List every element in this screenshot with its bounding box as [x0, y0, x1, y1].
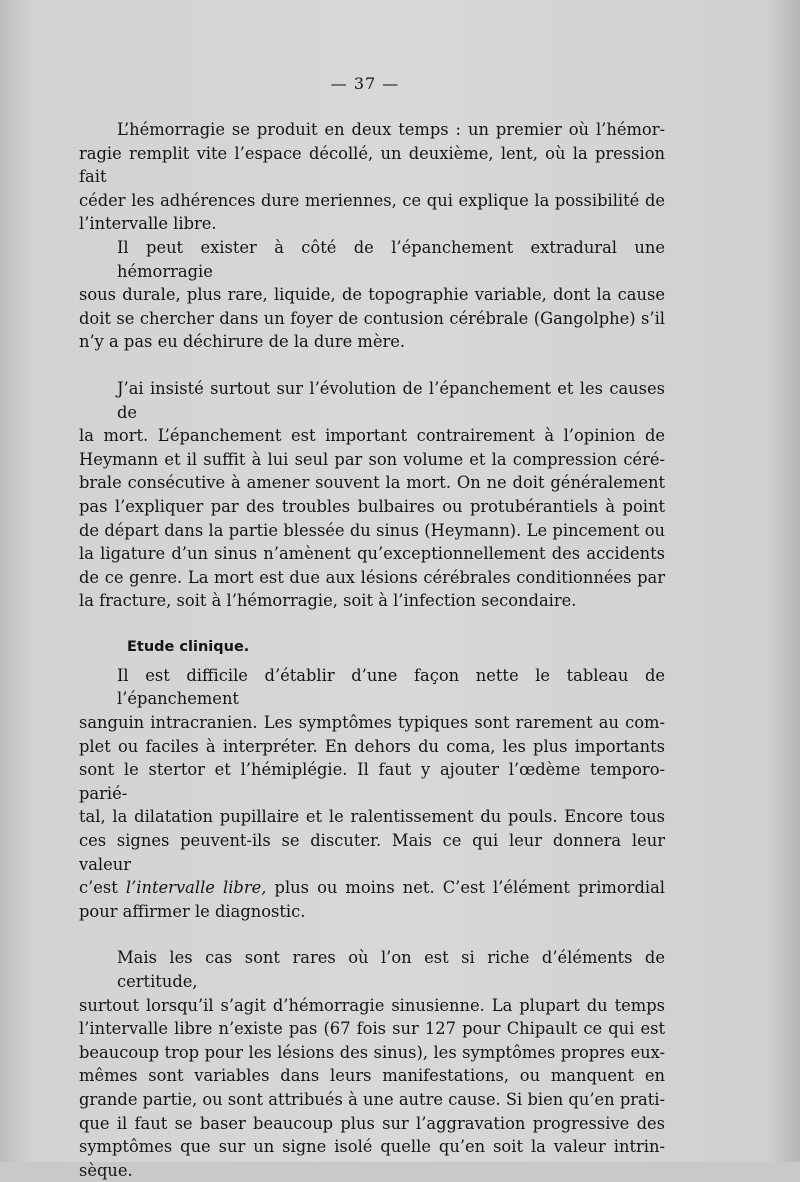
paragraph-gap	[79, 923, 665, 946]
text-line: L’hémorragie se produit en deux temps : un premier où l’hémor-	[117, 120, 665, 139]
paragraph-evolution	[79, 377, 665, 613]
text-line: sous durale, plus rare, liquide, de topographie variable, dont la cause	[79, 285, 665, 305]
text-line: grande partie, ou sont attribués à une autre cause. Si bien qu’en prati-	[79, 1089, 665, 1109]
text-line: n’y a pas eu déchirure de la dure mère.	[79, 332, 406, 352]
paragraph-sous-durale	[79, 236, 665, 354]
text-line: Heymann et il suffit à lui seul par son volume et la compression céré-	[79, 449, 665, 469]
text-line: sont le stertor et l’hémiplégie. Il faut y ajouter l’œdème temporo- parié-	[79, 760, 665, 803]
paragraph-hemorragie	[79, 118, 665, 236]
text-line: symptômes que sur un signe isolé quelle qu’en soit la valeur intrin-	[79, 1137, 665, 1157]
text-line: de ce genre. La mort est due aux lésions cérébrales conditionnées par	[79, 567, 665, 587]
text-line: sanguin intracranien. Les symptômes typiques sont rarement au com-	[79, 713, 665, 733]
text-line: Il peut exister à côté de l’épanchement extradural une hémorragie	[117, 237, 665, 281]
text-line: mêmes sont variables dans leurs manifestations, ou manquent en	[79, 1066, 665, 1086]
text-line: doit se chercher dans un foyer de contusion cérébrale (Gangolphe) s’il	[79, 308, 665, 328]
text-line: que il faut se baser beaucoup plus sur l’aggravation progressive des	[79, 1113, 665, 1133]
text-line: Il est difficile d’établir d’une façon nette le tableau de l’épanchement	[117, 665, 665, 709]
paragraph-gap	[79, 613, 665, 636]
text-line: sèque.	[79, 1160, 133, 1180]
text-line: plet ou faciles à interpréter. En dehors du coma, les plus importants	[79, 736, 665, 756]
text-line: pour affirmer le diagnostic.	[79, 901, 306, 921]
text-fragment: plus ou moins net. C’est l’élément primordial	[266, 878, 665, 898]
text-line: ces signes peuvent-ils se discuter. Mais ce qui leur donnera leur valeur	[79, 831, 665, 874]
text-line: surtout lorsqu’il s’agit d’hémorragie sinusienne. La plupart du temps	[79, 995, 665, 1015]
text-line: de départ dans la partie blessée du sinus (Heymann). Le pincement ou	[79, 520, 665, 540]
paragraph-certitude	[79, 946, 665, 1182]
section-heading: Etude clinique.	[127, 638, 250, 655]
paragraph-gap	[79, 354, 665, 377]
text-line: brale consécutive à amener souvent la mort. On ne doit généralement	[79, 473, 665, 493]
page-number: — 37 —	[330, 74, 400, 93]
text-line: l’intervalle libre n’existe pas (67 fois sur 127 pour Chipault ce qui est	[79, 1019, 665, 1039]
text-line: Mais les cas sont rares où l’on est si riche d’éléments de certitude,	[117, 948, 665, 991]
text-line: tal, la dilatation pupillaire et le ralentissement du pouls. Encore tous	[79, 807, 665, 827]
text-line: pas l’expliquer par des troubles bulbaires ou protubérantiels à point	[79, 496, 665, 516]
text-line: céder les adhérences dure meriennes, ce qui explique la possibilité de	[79, 190, 665, 210]
document-body	[79, 118, 665, 1182]
paragraph-clinique	[79, 664, 665, 924]
text-fragment: c’est	[79, 878, 126, 898]
text-line: J’ai insisté surtout sur l’évolution de l’épanchement et les causes de	[117, 378, 665, 422]
text-line	[79, 876, 665, 900]
text-line: la ligature d’un sinus n’amènent qu’exceptionnellement des accidents	[79, 544, 665, 564]
italic-term: l’intervalle libre,	[125, 878, 267, 898]
text-line: la mort. L’épanchement est important contrairement à l’opinion de	[79, 426, 665, 446]
text-line: ragie remplit vite l’espace décollé, un deuxième, lent, où la pression fait	[79, 143, 665, 187]
text-line: l’intervalle libre.	[79, 214, 217, 234]
text-line: beaucoup trop pour les lésions des sinus), les symptômes propres eux-	[79, 1042, 665, 1062]
text-line: la fracture, soit à l’hémorragie, soit à l’infection secondaire.	[79, 591, 577, 611]
